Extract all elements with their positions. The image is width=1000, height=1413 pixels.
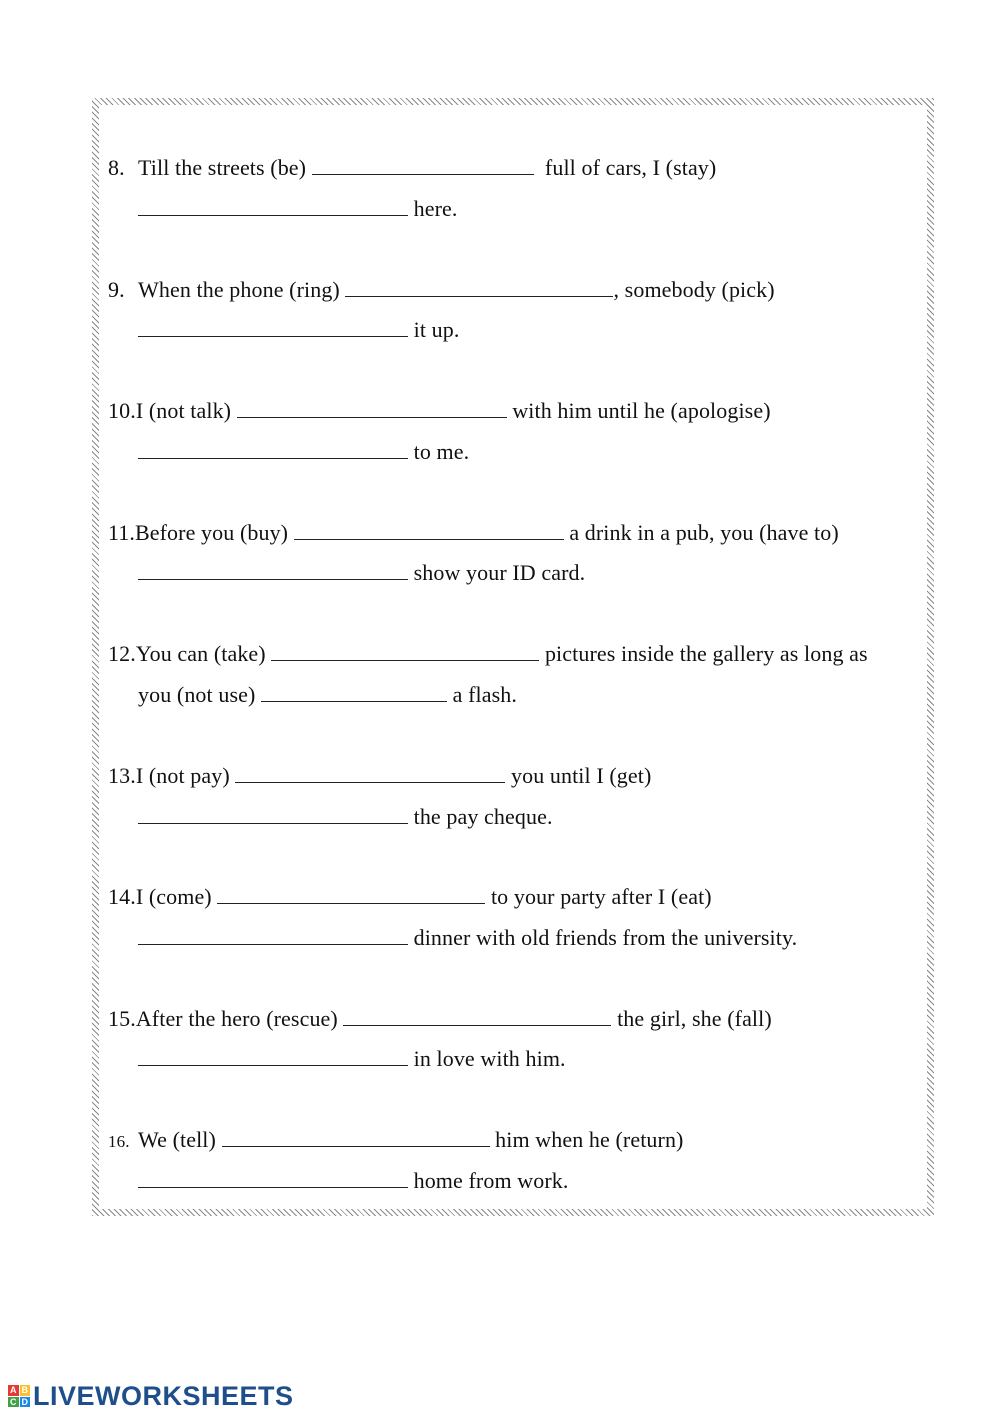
answer-blank[interactable] — [271, 642, 539, 661]
exercise-13-line-1 — [108, 763, 651, 789]
answer-blank[interactable] — [261, 683, 447, 702]
exercise-text: dinner with old friends from the university. — [413, 925, 798, 950]
exercise-text: When the phone (ring) — [138, 277, 340, 302]
answer-blank[interactable] — [138, 1169, 408, 1188]
exercise-10-line-1 — [108, 398, 771, 424]
exercise-text: home from work. — [413, 1168, 569, 1193]
exercise-11-line-1 — [108, 520, 839, 546]
exercise-text: to your party after I (eat) — [490, 884, 712, 909]
exercise-8-line-2 — [138, 196, 457, 222]
answer-blank[interactable] — [237, 399, 507, 418]
exercise-14-line-1 — [108, 884, 712, 910]
answer-blank[interactable] — [235, 764, 505, 783]
exercise-text: full of cars, I (stay) — [544, 155, 717, 180]
exercise-text: , somebody (pick) — [613, 277, 775, 302]
answer-blank[interactable] — [217, 885, 485, 904]
exercise-14-line-2 — [138, 925, 797, 951]
answer-blank[interactable] — [343, 1007, 611, 1026]
exercise-number: 15. — [108, 1006, 136, 1031]
exercise-text: to me. — [413, 439, 470, 464]
exercise-16-line-2 — [138, 1168, 568, 1194]
answer-blank[interactable] — [138, 805, 408, 824]
exercise-text: with him until he (apologise) — [512, 398, 771, 423]
liveworksheets-logo[interactable] — [8, 1380, 294, 1412]
exercise-number: 8. — [108, 155, 125, 180]
answer-blank[interactable] — [312, 156, 534, 175]
exercise-number: 16. — [108, 1132, 130, 1151]
exercise-text: the pay cheque. — [413, 804, 553, 829]
answer-blank[interactable] — [138, 318, 408, 337]
exercise-text: it up. — [413, 317, 460, 342]
exercise-12-line-1 — [108, 641, 868, 667]
exercise-text: him when he (return) — [495, 1127, 684, 1152]
brand-name: LIVEWORKSHEETS — [33, 1380, 294, 1411]
exercise-13-line-2 — [138, 804, 553, 830]
answer-blank[interactable] — [138, 926, 408, 945]
exercise-9-line-1 — [108, 277, 775, 303]
exercise-number: 9. — [108, 277, 125, 302]
exercise-8-line-1 — [108, 155, 716, 181]
exercise-16-line-1 — [108, 1127, 683, 1155]
exercise-10-line-2 — [138, 439, 469, 465]
exercise-text: show your ID card. — [413, 560, 586, 585]
exercise-11-line-2 — [138, 560, 585, 586]
exercise-text: a flash. — [452, 682, 517, 707]
liveworksheets-logo-icon: A B C D — [10, 1385, 28, 1407]
answer-blank[interactable] — [138, 1047, 408, 1066]
exercise-text: I (not talk) — [135, 398, 232, 423]
exercise-text: you until I (get) — [511, 763, 652, 788]
answer-blank[interactable] — [138, 197, 408, 216]
exercise-text: a drink in a pub, you (have to) — [569, 520, 839, 545]
answer-blank[interactable] — [294, 521, 564, 540]
exercise-15-line-1 — [108, 1006, 772, 1032]
answer-blank[interactable] — [345, 278, 613, 297]
exercise-text: you (not use) — [138, 682, 256, 707]
exercise-number: 14. — [108, 884, 136, 909]
exercise-text: in love with him. — [413, 1046, 566, 1071]
answer-blank[interactable] — [138, 561, 408, 580]
exercise-text: We (tell) — [138, 1127, 216, 1152]
exercise-text: here. — [413, 196, 458, 221]
exercise-15-line-2 — [138, 1046, 566, 1072]
exercise-number: 13. — [108, 763, 136, 788]
exercise-12-line-2 — [138, 682, 517, 708]
exercise-text: pictures inside the gallery as long as — [544, 641, 868, 666]
exercise-text: You can (take) — [135, 641, 266, 666]
answer-blank[interactable] — [138, 440, 408, 459]
answer-blank[interactable] — [222, 1128, 490, 1147]
exercise-text: the girl, she (fall) — [617, 1006, 772, 1031]
exercise-number: 11. — [108, 520, 135, 545]
exercise-text: I (come) — [135, 884, 212, 909]
exercise-text: I (not pay) — [135, 763, 230, 788]
exercise-9-line-2 — [138, 317, 459, 343]
exercise-text: After the hero (rescue) — [135, 1006, 338, 1031]
exercise-number: 12. — [108, 641, 136, 666]
exercise-text: Till the streets (be) — [138, 155, 307, 180]
exercise-number: 10. — [108, 398, 136, 423]
exercise-text: Before you (buy) — [134, 520, 289, 545]
